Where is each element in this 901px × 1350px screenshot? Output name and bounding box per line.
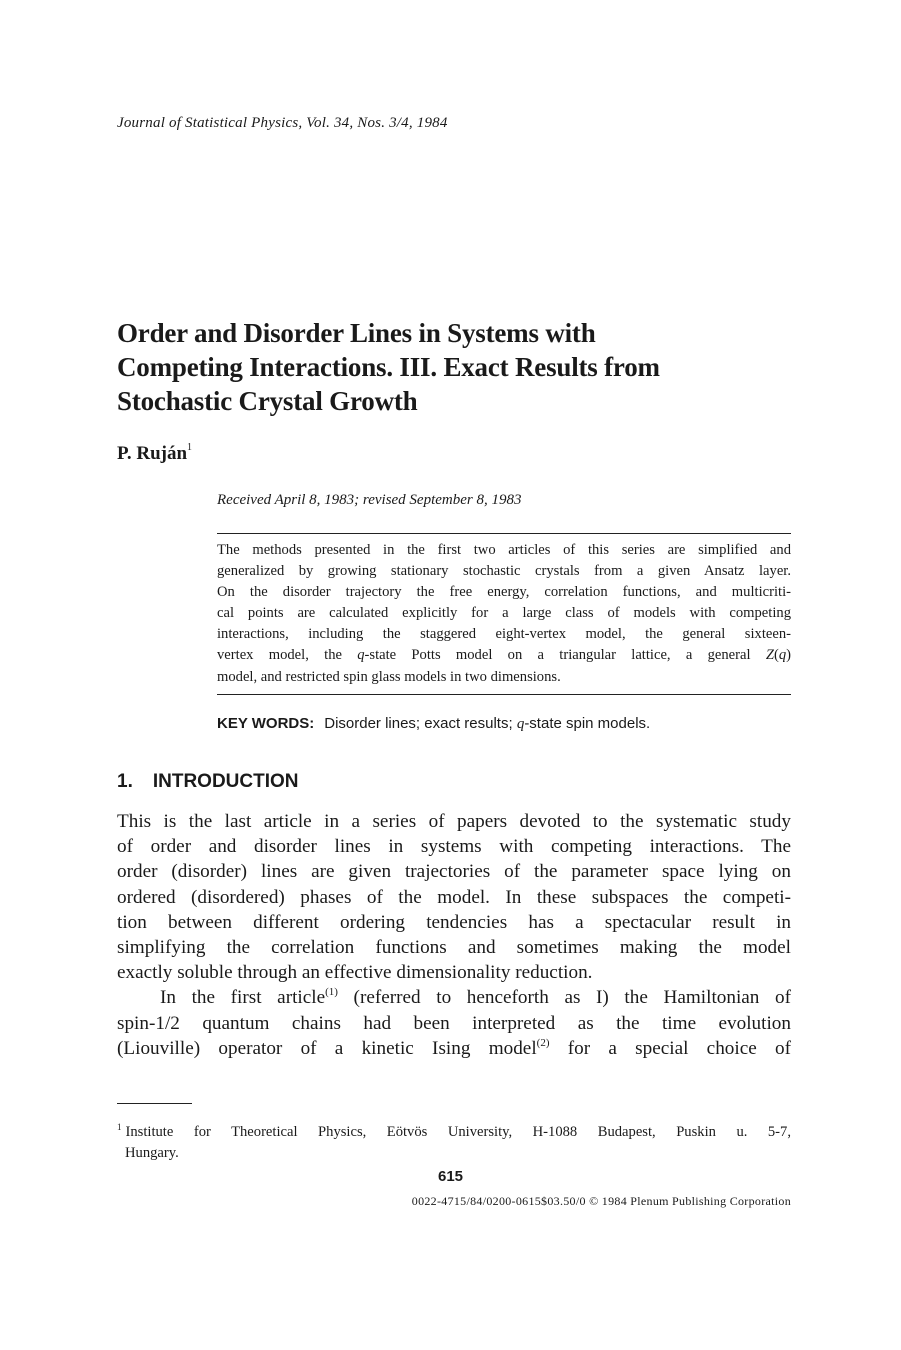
body-line: tion between different ordering tendencies has a spectacular result in <box>117 911 791 933</box>
key-words-label: KEY WORDS: <box>217 715 315 732</box>
abstract-line: interactions, including the staggered eight-vertex model, the general sixteen- <box>217 626 791 643</box>
body-text <box>117 809 791 1061</box>
footnote-line: Hungary. <box>125 1145 179 1161</box>
title-line: Order and Disorder Lines in Systems with <box>117 318 596 348</box>
author-footnote-mark: 1 <box>187 442 193 453</box>
abstract-line: model, and restricted spin glass models in two dimensions. <box>217 668 561 685</box>
abstract-top-rule <box>217 533 791 534</box>
footnote-mark: 1 <box>117 1122 122 1132</box>
body-line: (Liouville) operator of a kinetic Ising model$^{(2)}$ for a special choice of <box>117 1036 791 1059</box>
body-line: order (disorder) lines are given trajectories of the parameter space lying on <box>117 861 791 883</box>
body-line: This is the last article in a series of papers devoted to the systematic study <box>117 811 791 832</box>
abstract-line: On the disorder trajectory the free energy, correlation functions, and multicriti- <box>217 584 791 601</box>
title-line: Competing Interactions. III. Exact Results from <box>117 352 660 382</box>
journal-citation: Journal of Statistical Physics, Vol. 34, Nos. 3/4, 1984 <box>117 115 448 131</box>
footnote <box>117 1117 791 1164</box>
author-name: P. Ruján <box>117 443 188 464</box>
section-number: 1. <box>117 771 133 792</box>
title-line: Stochastic Crystal Growth <box>117 386 418 416</box>
section-title: INTRODUCTION <box>152 771 299 792</box>
abstract-line: vertex model, the q-state Potts model on a triangular lattice, a general Z(q) <box>217 647 791 664</box>
page-number: 615 <box>437 1168 464 1185</box>
author <box>117 442 192 465</box>
body-line: In the first article$^{(1)}$ (referred to henceforth as I) the Hamiltonian of <box>160 986 792 1009</box>
abstract-bottom-rule <box>217 694 791 695</box>
body-line: ordered (disordered) phases of the model. In these subspaces the competi- <box>117 886 791 908</box>
abstract-line: generalized by growing stationary stochastic crystals from a given Ansatz layer. <box>217 563 791 580</box>
abstract-line: The methods presented in the first two articles of this series are simplified and <box>217 542 791 558</box>
body-line: of order and disorder lines in systems with competing interactions. The <box>117 836 791 858</box>
abstract <box>217 540 791 688</box>
section-heading <box>117 771 299 793</box>
reference-mark: (2) <box>536 1036 550 1049</box>
body-line: exactly soluble through an effective dimensionality reduction. <box>117 962 593 984</box>
footnote-line: $^1$ Institute for Theoretical Physics, Eötvös University, H-1088 Budapest, Puskin u. 5-7, <box>117 1122 791 1140</box>
footnote-rule <box>117 1103 192 1104</box>
body-line: simplifying the correlation functions and sometimes making the model <box>117 936 791 958</box>
article-title <box>117 316 797 418</box>
body-line: spin-1/2 quantum chains had been interpreted as the time evolution <box>117 1012 791 1034</box>
abstract-line: cal points are calculated explicitly for a large class of models with competing <box>217 605 791 622</box>
key-words: KEY WORDS: Disorder lines; exact results; q-state spin models. <box>217 715 651 732</box>
received-dates: Received April 8, 1983; revised September 8, 1983 <box>217 492 522 508</box>
copyright-line: 0022-4715/84/0200-0615$03.50/0 © 1984 Plenum Publishing Corporation <box>411 1194 791 1208</box>
reference-mark: (1) <box>325 986 338 999</box>
